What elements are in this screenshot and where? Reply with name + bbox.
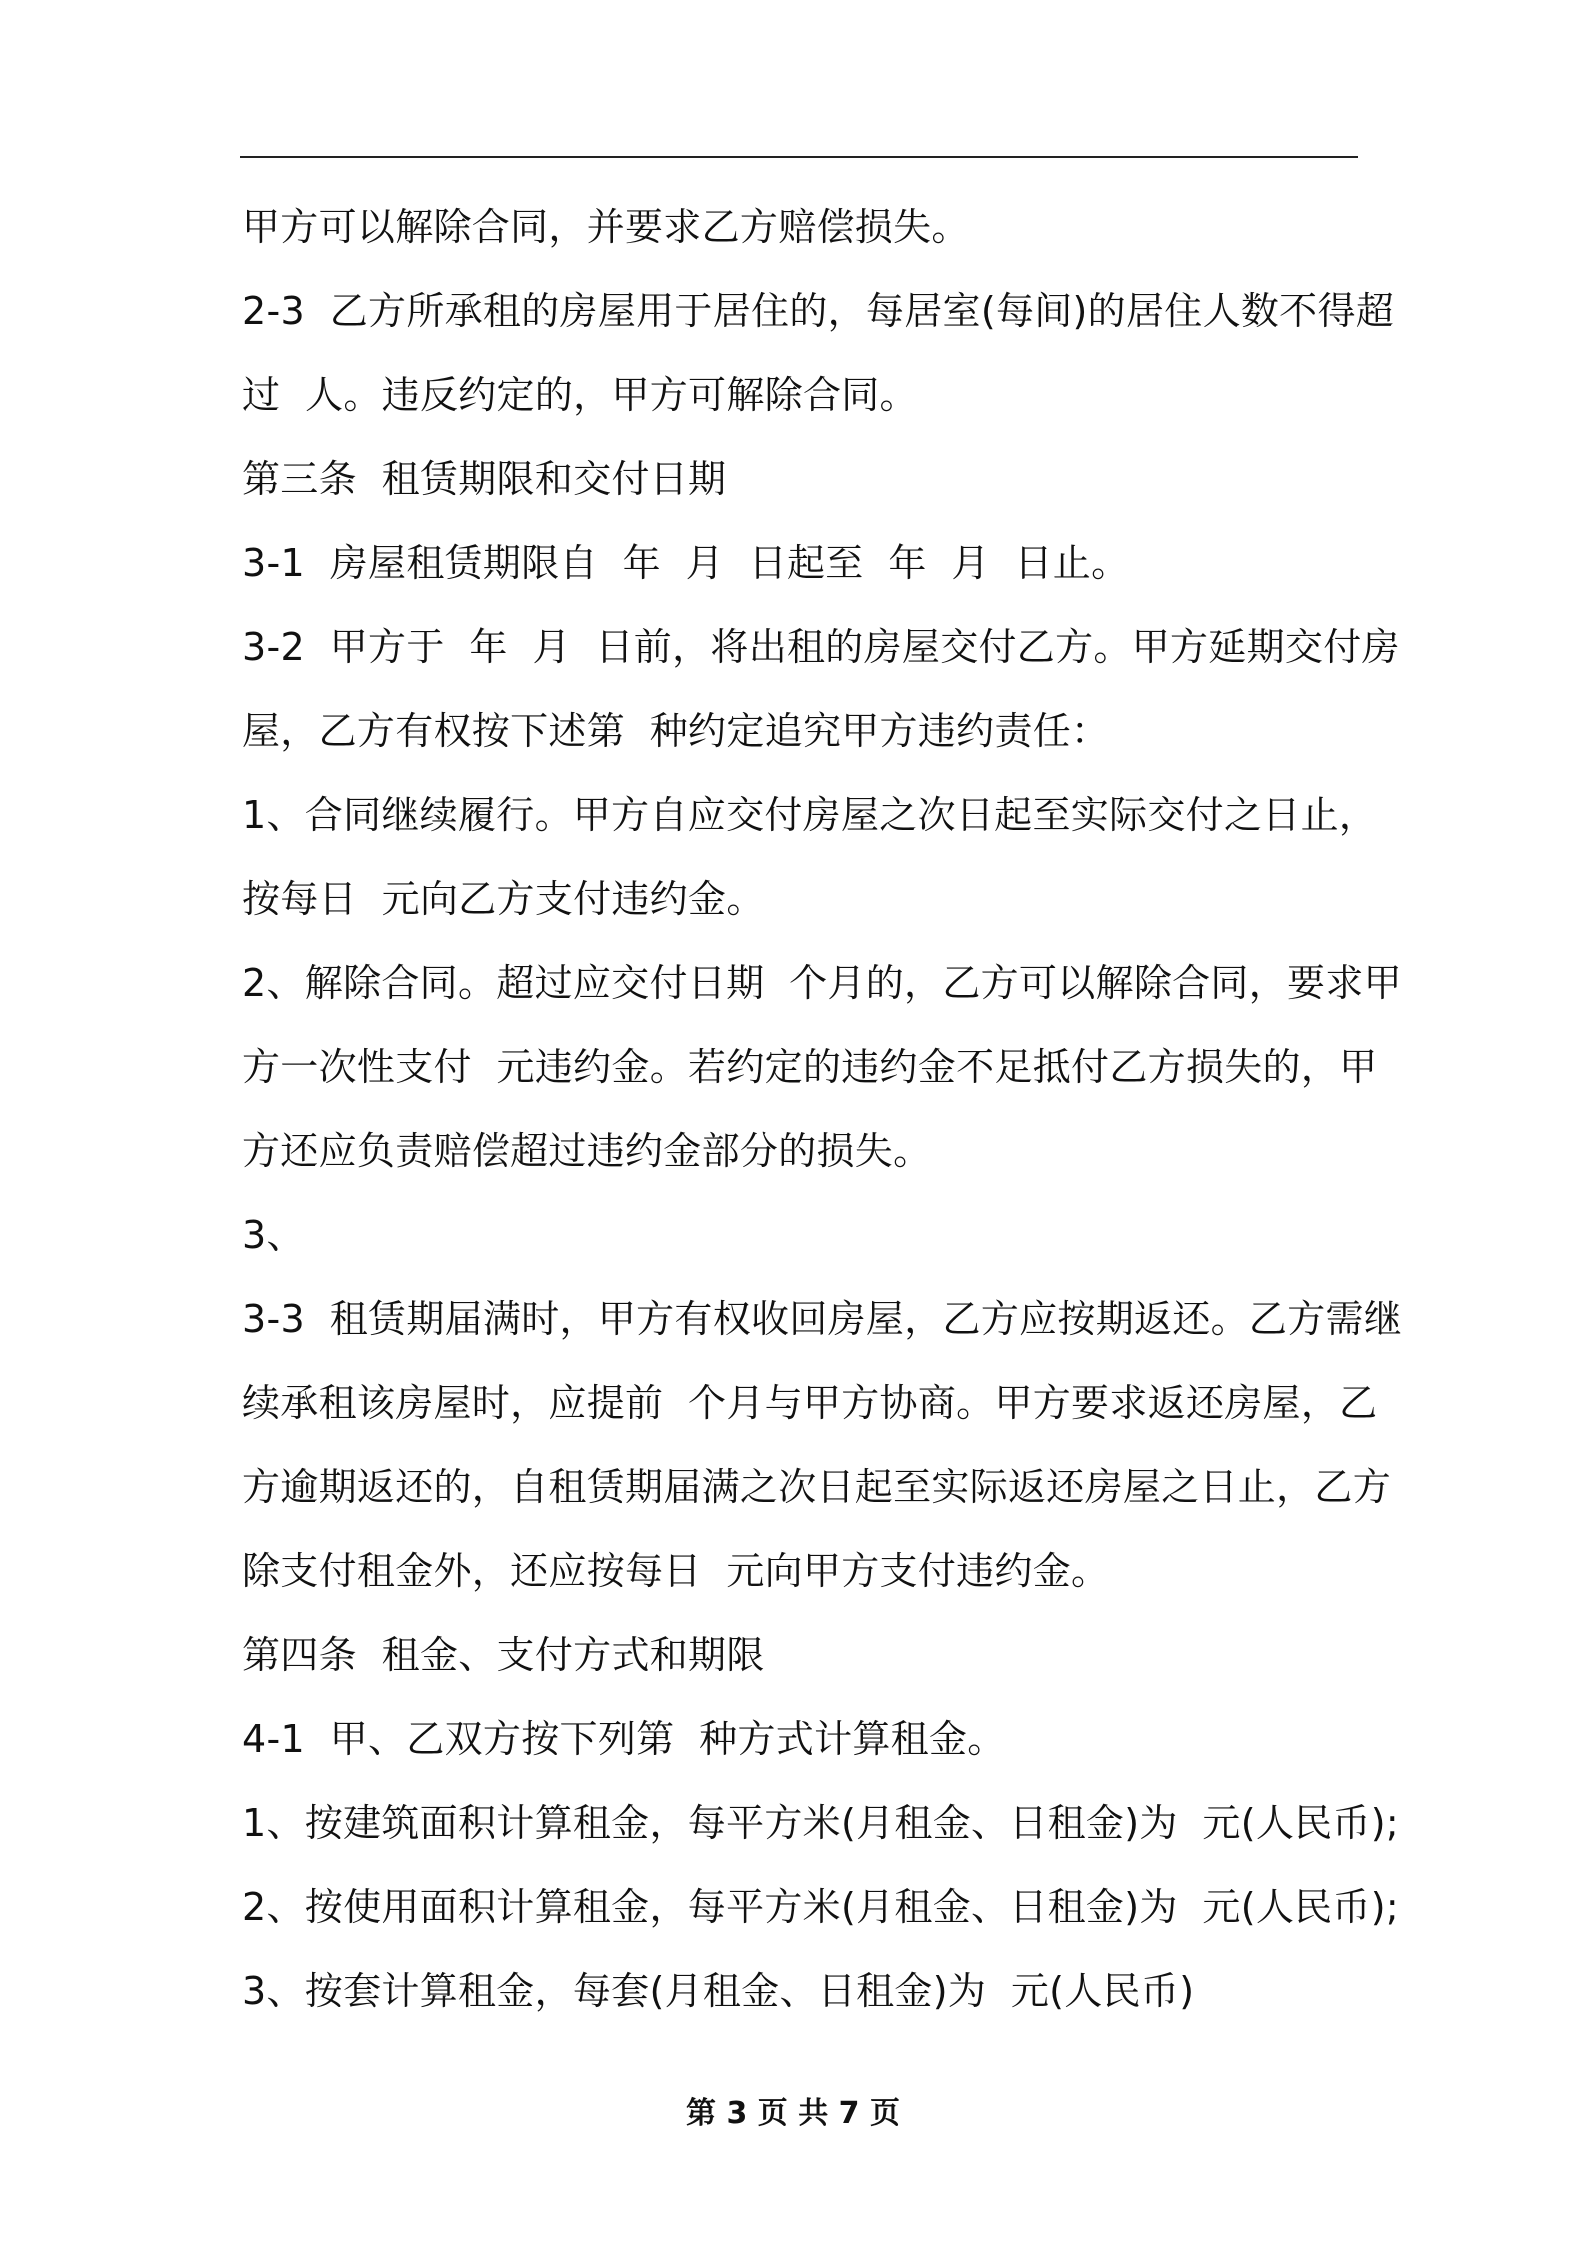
header-rule bbox=[240, 156, 1358, 158]
text-line: 方逾期返还的，自租赁期届满之次日起至实际返还房屋之日止，乙方 bbox=[242, 1465, 1392, 1509]
text-line: 3-1 房屋租赁期限自 年 月 日起至 年 月 日止。 bbox=[242, 541, 1130, 585]
section-heading: 第三条 租赁期限和交付日期 bbox=[242, 457, 727, 501]
text-line: 按每日 元向乙方支付违约金。 bbox=[242, 877, 765, 921]
text-line: 屋，乙方有权按下述第 种约定追究甲方违约责任： bbox=[242, 709, 1110, 753]
text-line: 3-3 租赁期届满时，甲方有权收回房屋，乙方应按期返还。乙方需继 bbox=[242, 1297, 1403, 1341]
text-line: 3、按套计算租金，每套(月租金、日租金)为 元(人民币) bbox=[242, 1969, 1195, 2013]
text-line: 2-3 乙方所承租的房屋用于居住的，每居室(每间)的居住人数不得超 bbox=[242, 289, 1395, 333]
text-line: 3-2 甲方于 年 月 日前，将出租的房屋交付乙方。甲方延期交付房 bbox=[242, 625, 1400, 669]
text-line: 1、合同继续履行。甲方自应交付房屋之次日起至实际交付之日止， bbox=[242, 793, 1378, 837]
text-line: 续承租该房屋时，应提前 个月与甲方协商。甲方要求返还房屋，乙 bbox=[242, 1381, 1378, 1425]
text-line: 4-1 甲、乙双方按下列第 种方式计算租金。 bbox=[242, 1717, 1006, 1761]
text-line: 甲方可以解除合同，并要求乙方赔偿损失。 bbox=[242, 205, 970, 249]
text-line: 方还应负责赔偿超过违约金部分的损失。 bbox=[242, 1129, 932, 1173]
text-line: 2、按使用面积计算租金，每平方米(月租金、日租金)为 元(人民币); bbox=[242, 1885, 1399, 1929]
text-line: 方一次性支付 元违约金。若约定的违约金不足抵付乙方损失的，甲 bbox=[242, 1045, 1378, 1089]
text-line: 2、解除合同。超过应交付日期 个月的，乙方可以解除合同，要求甲 bbox=[242, 961, 1402, 1005]
text-line: 过 人。违反约定的，甲方可解除合同。 bbox=[242, 373, 918, 417]
text-line: 1、按建筑面积计算租金，每平方米(月租金、日租金)为 元(人民币); bbox=[242, 1801, 1399, 1845]
page-number: 第 3 页 共 7 页 bbox=[686, 2096, 900, 2131]
document-body bbox=[242, 185, 1403, 2033]
section-heading: 第四条 租金、支付方式和期限 bbox=[242, 1633, 765, 1677]
text-line: 3、 bbox=[242, 1213, 305, 1257]
text-line: 除支付租金外，还应按每日 元向甲方支付违约金。 bbox=[242, 1549, 1110, 1593]
